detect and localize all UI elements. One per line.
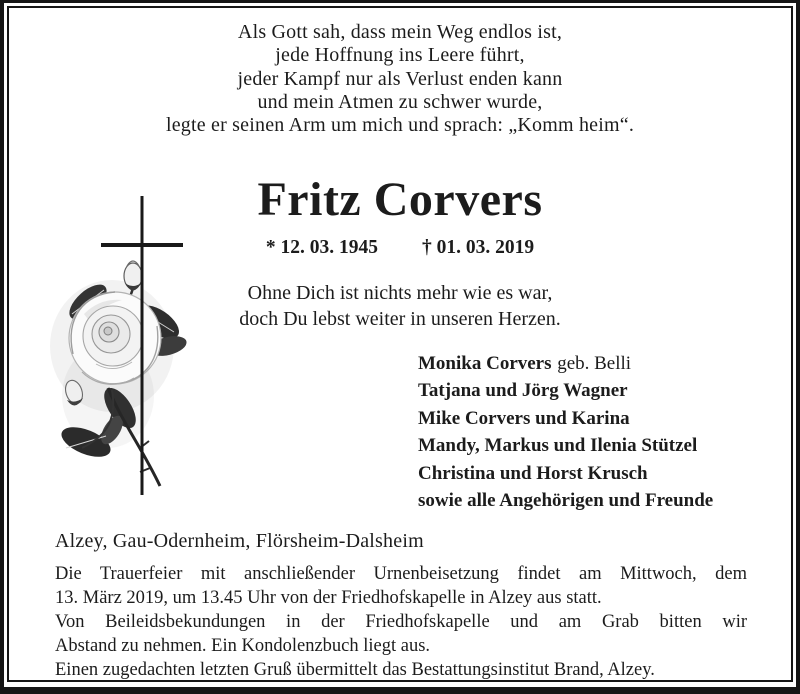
cross-and-rose-illustration bbox=[38, 186, 238, 506]
mourner-row bbox=[418, 377, 713, 404]
epitaph-poem bbox=[0, 21, 800, 137]
mourner-name: Christina und Horst Krusch bbox=[418, 462, 648, 484]
notice-line: Einen zugedachten letzten Gruß übermittelt das Bestattungsinstitut Brand, Alzey. bbox=[55, 660, 655, 680]
verse-line: doch Du lebst weiter in unseren Herzen. bbox=[239, 308, 561, 330]
mourner-row bbox=[418, 487, 713, 514]
mourners-list bbox=[418, 350, 713, 514]
mourner-name: Mandy, Markus und Ilenia Stützel bbox=[418, 435, 698, 457]
deceased-name: Fritz Corvers bbox=[257, 173, 543, 226]
epitaph-line: jede Hoffnung ins Leere führt, bbox=[275, 44, 525, 67]
notice-line: 13. März 2019, um 13.45 Uhr von der Friedhofskapelle in Alzey aus statt. bbox=[55, 588, 602, 608]
notice-line: Die Trauerfeier mit anschließender Urnenbeisetzung findet am Mittwoch, dem bbox=[55, 564, 747, 584]
notice-line: Von Beileidsbekundungen in der Friedhofskapelle und am Grab bitten wir bbox=[55, 612, 747, 632]
death-date: † 01. 03. 2019 bbox=[422, 237, 535, 258]
verse-line: Ohne Dich ist nichts mehr wie es war, bbox=[247, 282, 553, 304]
mourner-name-suffix: geb. Belli bbox=[557, 353, 632, 374]
epitaph-line: Als Gott sah, dass mein Weg endlos ist, bbox=[237, 21, 563, 43]
mourner-row bbox=[418, 460, 713, 487]
mourner-name: Monika Corvers bbox=[418, 353, 552, 374]
birth-date: * 12. 03. 1945 bbox=[265, 237, 378, 258]
mourner-row bbox=[418, 350, 713, 377]
places-line: Alzey, Gau-Odernheim, Flörsheim-Dalsheim bbox=[55, 530, 424, 552]
white-rose-icon bbox=[50, 261, 189, 486]
mourner-name: Mike Corvers und Karina bbox=[418, 407, 630, 429]
mourner-row bbox=[418, 432, 713, 459]
mourner-name: sowie alle Angehörigen und Freunde bbox=[418, 490, 714, 512]
funeral-notice bbox=[55, 562, 747, 682]
epitaph-line: legte er seinen Arm um mich und sprach: „Komm heim“. bbox=[165, 114, 635, 137]
epitaph-line: und mein Atmen zu schwer wurde, bbox=[257, 90, 543, 113]
mourner-row bbox=[418, 405, 713, 432]
mourner-name: Tatjana und Jörg Wagner bbox=[418, 380, 628, 402]
epitaph-line: jeder Kampf nur als Verlust enden kann bbox=[237, 67, 563, 90]
notice-line: Abstand zu nehmen. Ein Kondolenzbuch liegt aus. bbox=[55, 636, 431, 656]
